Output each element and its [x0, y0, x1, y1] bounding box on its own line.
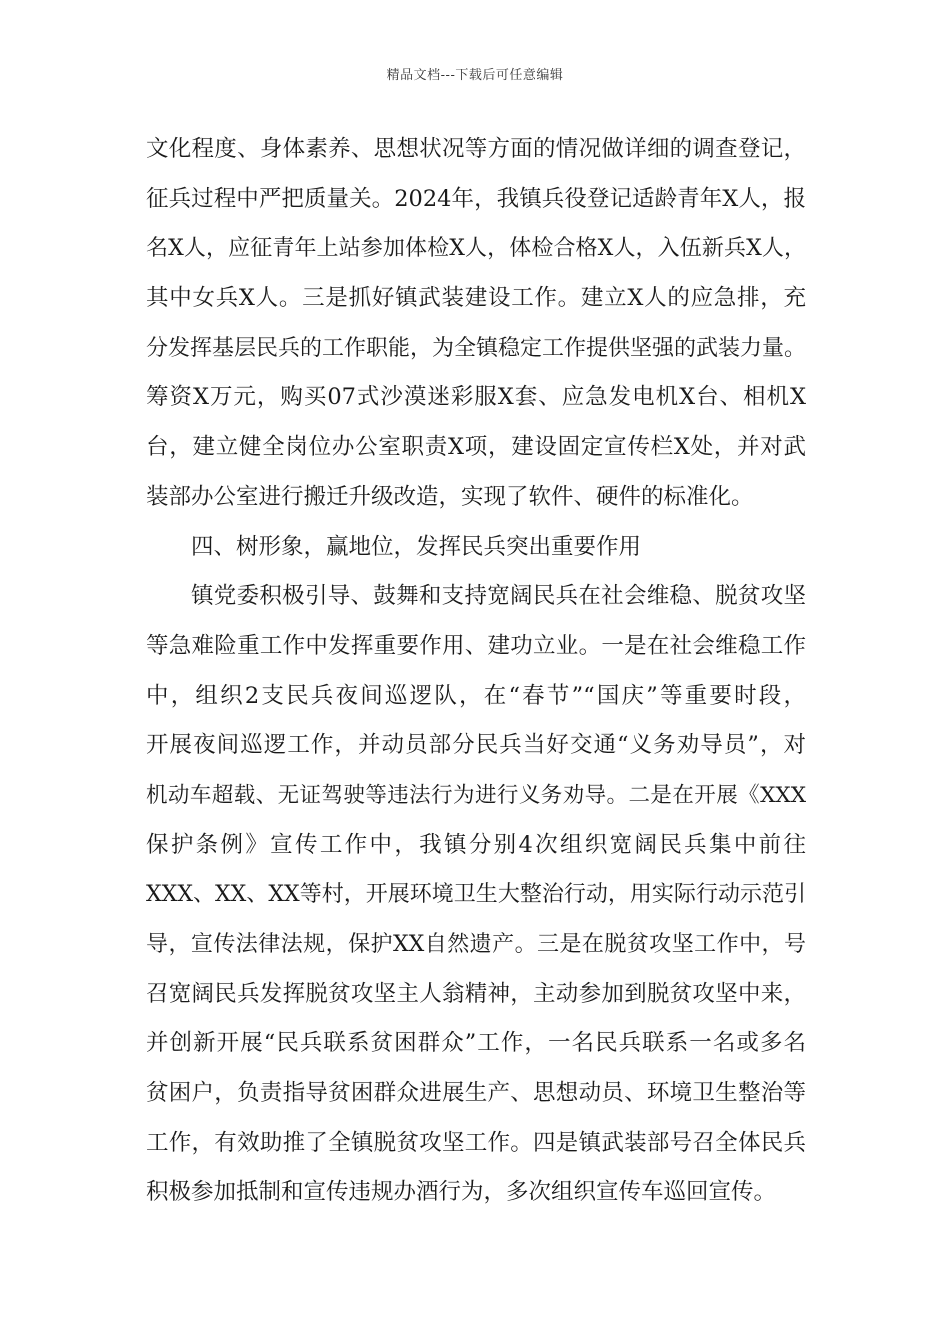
text-line: 台，建立健全岗位办公室职责X项，建设固定宣传栏X处，并对武 — [146, 434, 806, 461]
text-line: 筹资X万元，购买07式沙漠迷彩服X套、应急发电机X台、相机X — [146, 384, 806, 411]
text-line: 贫困户，负责指导贫困群众进展生产、思想动员、环境卫生整治等 — [146, 1080, 806, 1107]
document-body — [146, 125, 806, 1218]
text-line: 装部办公室进行搬迁升级改造，实现了软件、硬件的标准化。 — [146, 483, 754, 510]
text-line: 开展夜间巡逻工作，并动员部分民兵当好交通“义务劝导员”，对 — [146, 732, 806, 759]
text-line: 征兵过程中严把质量关。2024年，我镇兵役登记适龄青年X人，报 — [146, 185, 806, 212]
text-line: 分发挥基层民兵的工作职能，为全镇稳定工作提供坚强的武装力量。 — [146, 335, 806, 361]
text-line: 文化程度、身体素养、思想状况等方面的情况做详细的调查登记， — [146, 136, 806, 162]
text-line: 召宽阔民兵发挥脱贫攻坚主人翁精神，主动参加到脱贫攻坚中来， — [146, 980, 806, 1007]
page-header: 精品文档---下载后可任意编辑 — [386, 68, 564, 83]
text-line: 等急难险重工作中发挥重要作用、建功立业。一是在社会维稳工作 — [146, 632, 806, 659]
text-line: 工作，有效助推了全镇脱贫攻坚工作。四是镇武装部号召全体民兵 — [146, 1129, 806, 1156]
text-line: 保护条例》宣传工作中，我镇分别4次组织宽阔民兵集中前往 — [146, 831, 806, 858]
text-line: 积极参加抵制和宣传违规办酒行为，多次组织宣传车巡回宣传。 — [146, 1179, 777, 1206]
text-line: 中，组织2支民兵夜间巡逻队，在“春节”“国庆”等重要时段， — [146, 682, 806, 709]
text-line: 镇党委积极引导、鼓舞和支持宽阔民兵在社会维稳、脱贫攻坚 — [191, 583, 806, 610]
text-line: 导，宣传法律法规，保护XX自然遗产。三是在脱贫攻坚工作中，号 — [146, 932, 806, 957]
section-heading: 四、树形象，赢地位，发挥民兵突出重要作用 — [191, 533, 642, 560]
text-line: XXX、XX、XX等村，开展环境卫生大整治行动，用实际行动示范引 — [146, 882, 806, 908]
text-line: 其中女兵X人。三是抓好镇武装建设工作。建立X人的应急排，充 — [146, 285, 806, 312]
text-line: 名X人，应征青年上站参加体检X人，体检合格X人，入伍新兵X人， — [146, 236, 806, 262]
text-line: 机动车超载、无证驾驶等违法行为进行义务劝导。二是在开展《XXX — [146, 782, 806, 808]
text-line: 并创新开展“民兵联系贫困群众”工作，一名民兵联系一名或多名 — [146, 1030, 806, 1057]
